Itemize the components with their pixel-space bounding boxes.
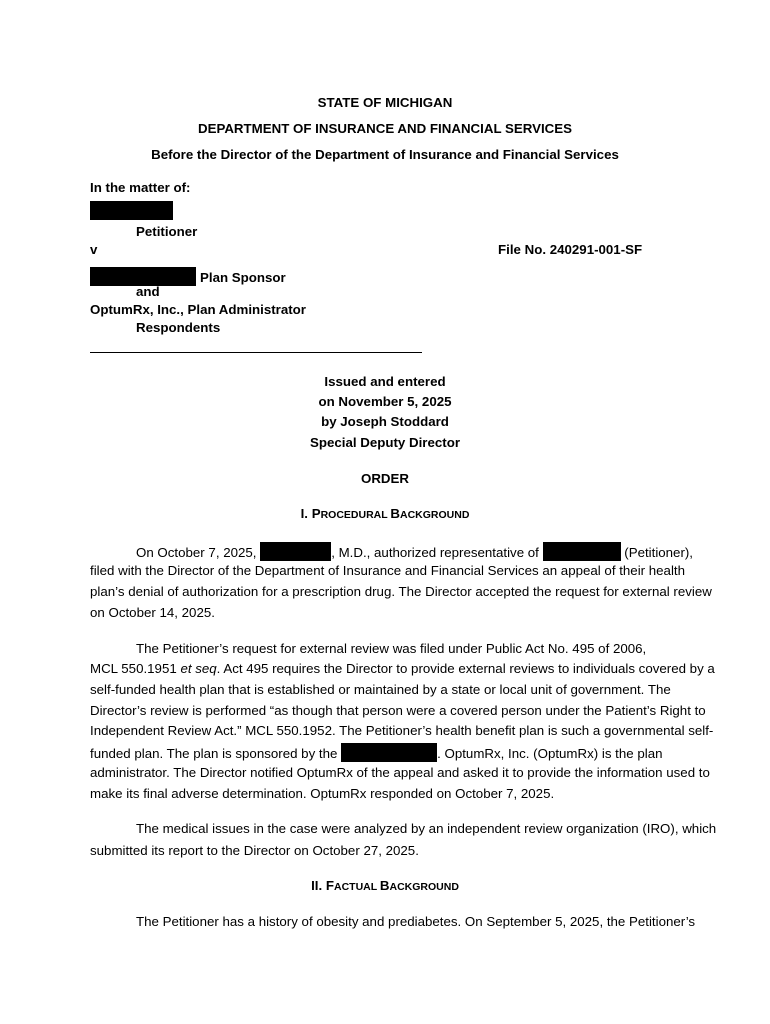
issued-line-2: on November 5, 2025 (318, 394, 452, 409)
petitioner-label: Petitioner (136, 224, 198, 239)
issued-line-4: Special Deputy Director (309, 435, 460, 450)
respondents-label: Respondents (136, 320, 221, 335)
para2-line-5: Independent Review Act.” MCL 550.1952. The Petitioner’s health benefit plan is such a governmental self- (90, 723, 714, 738)
header-state: STATE OF MICHIGAN (317, 95, 453, 110)
para1-line-2: filed with the Director of the Department of Insurance and Financial Services an appeal of their health (90, 563, 685, 578)
para4-line-1: The Petitioner has a history of obesity and prediabetes. On September 5, 2025, the Petitioner’s (136, 914, 696, 929)
section-1-heading: I. PROCEDURAL BACKGROUND (300, 506, 470, 521)
para2-line-3: self-funded health plan that is established or maintained by a state or local unit of government. The (90, 682, 671, 697)
redacted-petitioner (543, 542, 621, 561)
para2-line-1: The Petitioner’s request for external review was filed under Public Act No. 495 of 2006, (136, 641, 647, 656)
file-number: File No. 240291-001-SF (498, 242, 643, 257)
redacted-sponsor (341, 743, 437, 762)
issued-line-3: by Joseph Stoddard (321, 414, 449, 429)
para1-line-3: plan’s denial of authorization for a prescription drug. The Director accepted the request for external review (90, 584, 712, 599)
redacted-petitioner-name (90, 201, 173, 220)
para1-line-4: on October 14, 2025. (90, 605, 215, 620)
header-before: Before the Director of the Department of Insurance and Financial Services (151, 147, 619, 162)
para2-line-2: MCL 550.1951 et seq. Act 495 requires the Director to provide external reviews to individuals covered by a (90, 661, 715, 676)
para1-line-1: On October 7, 2025, , M.D., authorized representative of (Petitioner), (136, 542, 693, 561)
para2-line-8: make its final adverse determination. OptumRx responded on October 7, 2025. (90, 786, 555, 801)
para3-line-1: The medical issues in the case were analyzed by an independent review organization (IRO), which (136, 821, 717, 836)
para3-line-2: submitted its report to the Director on October 27, 2025. (90, 843, 419, 858)
para2-line-4: Director’s review is performed “as though that person were a covered person under the Patient’s Right to (90, 703, 706, 718)
plan-administrator: OptumRx, Inc., Plan Administrator (90, 302, 306, 317)
redacted-physician (260, 542, 331, 561)
caption-divider (90, 352, 422, 353)
header-department: DEPARTMENT OF INSURANCE AND FINANCIAL SERVICES (197, 121, 573, 136)
order-title: ORDER (360, 471, 410, 486)
section-2-heading: II. FACTUAL BACKGROUND (311, 878, 459, 893)
plan-sponsor-line (90, 267, 286, 286)
in-the-matter-of: In the matter of: (90, 180, 191, 195)
and-label: and (136, 284, 160, 299)
para2-line-6: funded plan. The plan is sponsored by the . OptumRx, Inc. (OptumRx) is the plan (90, 743, 663, 762)
issued-line-1: Issued and entered (324, 374, 446, 389)
para2-line-7: administrator. The Director notified OptumRx of the appeal and asked it to provide the information used to (90, 765, 710, 780)
plan-sponsor-label: Plan Sponsor (200, 270, 286, 285)
versus: v (90, 242, 98, 257)
